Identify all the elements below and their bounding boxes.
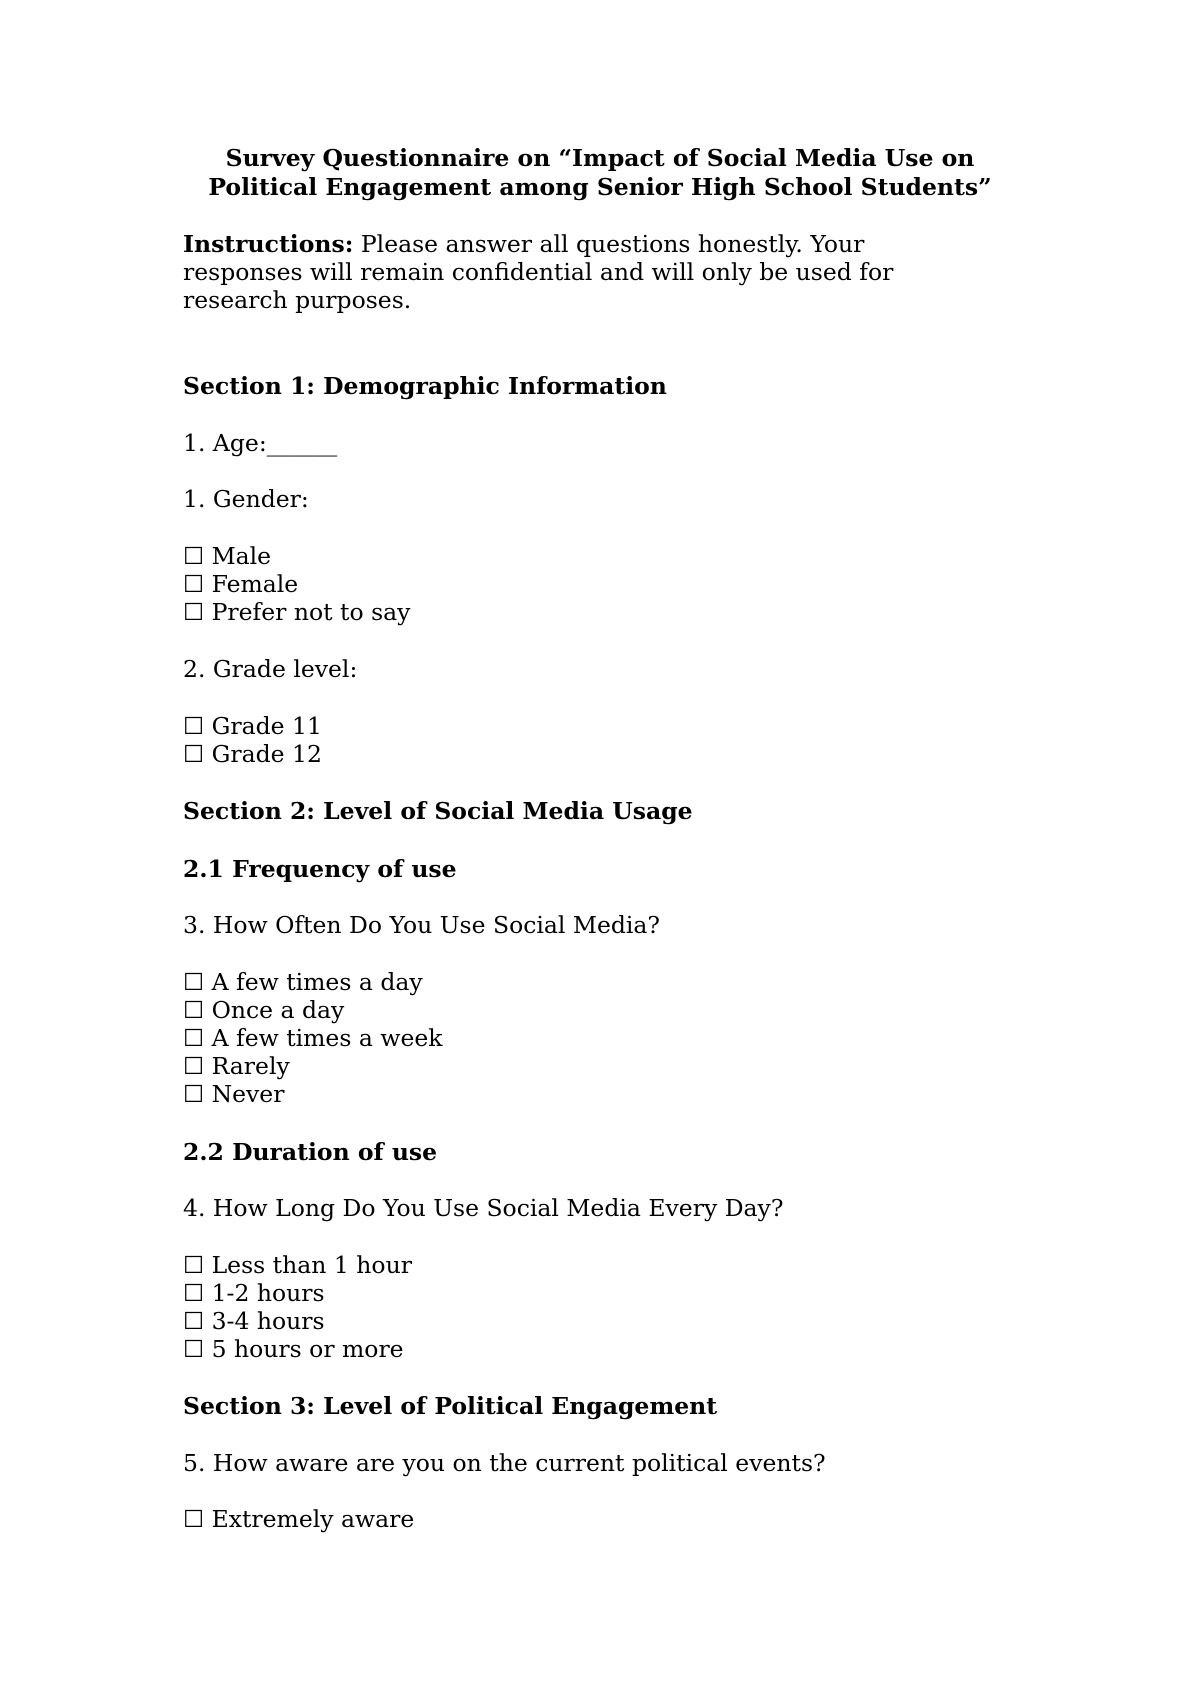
checkbox-icon[interactable]: ☐	[183, 1251, 205, 1279]
option-grade-11[interactable]	[183, 712, 322, 740]
instructions-line-3: research purposes.	[183, 286, 412, 314]
option-label: 3-4 hours	[211, 1307, 325, 1335]
option-label: Grade 11	[211, 712, 322, 740]
option-label: 1-2 hours	[211, 1279, 325, 1307]
subsection-duration-heading: 2.2 Duration of use	[183, 1138, 438, 1166]
option-extremely-aware[interactable]	[183, 1505, 414, 1533]
question-gender: 1. Gender:	[183, 485, 309, 513]
checkbox-icon[interactable]: ☐	[183, 1024, 205, 1052]
option-once-a-day[interactable]	[183, 996, 344, 1024]
question-political-awareness: 5. How aware are you on the current political events?	[183, 1449, 826, 1477]
option-never[interactable]	[183, 1080, 284, 1108]
checkbox-icon[interactable]: ☐	[183, 996, 205, 1024]
checkbox-icon[interactable]: ☐	[183, 740, 205, 768]
option-few-times-a-week[interactable]	[183, 1024, 443, 1052]
section-3-heading: Section 3: Level of Political Engagement	[183, 1392, 718, 1420]
option-female[interactable]	[183, 570, 298, 598]
subsection-frequency-heading: 2.1 Frequency of use	[183, 855, 457, 883]
checkbox-icon[interactable]: ☐	[183, 1505, 205, 1533]
instructions-text-1: Please answer all questions honestly. Your	[353, 230, 865, 258]
option-label: Once a day	[211, 996, 345, 1024]
option-label: A few times a day	[211, 968, 423, 996]
question-duration: 4. How Long Do You Use Social Media Every Day?	[183, 1194, 784, 1222]
checkbox-icon[interactable]: ☐	[183, 1052, 205, 1080]
instructions-line-2: responses will remain confidential and will only be used for	[183, 258, 894, 286]
option-1-2-hours[interactable]	[183, 1279, 325, 1307]
section-2-heading: Section 2: Level of Social Media Usage	[183, 797, 693, 825]
option-5-hours-or-more[interactable]	[183, 1335, 404, 1363]
option-few-times-a-day[interactable]	[183, 968, 423, 996]
option-label: Extremely aware	[211, 1505, 415, 1533]
section-1-heading: Section 1: Demographic Information	[183, 372, 667, 400]
option-3-4-hours[interactable]	[183, 1307, 325, 1335]
checkbox-icon[interactable]: ☐	[183, 1080, 205, 1108]
checkbox-icon[interactable]: ☐	[183, 1307, 205, 1335]
option-label: Never	[211, 1080, 285, 1108]
option-prefer-not-to-say[interactable]	[183, 598, 410, 626]
checkbox-icon[interactable]: ☐	[183, 968, 205, 996]
checkbox-icon[interactable]: ☐	[183, 542, 205, 570]
question-frequency: 3. How Often Do You Use Social Media?	[183, 911, 661, 939]
option-male[interactable]	[183, 542, 271, 570]
survey-title-line-2: Political Engagement among Senior High School Students”	[208, 173, 992, 201]
option-label: Prefer not to say	[211, 598, 411, 626]
option-less-than-1-hour[interactable]	[183, 1251, 412, 1279]
option-rarely[interactable]	[183, 1052, 290, 1080]
checkbox-icon[interactable]: ☐	[183, 570, 205, 598]
option-label: A few times a week	[211, 1024, 443, 1052]
instructions-label: Instructions:	[183, 230, 354, 258]
checkbox-icon[interactable]: ☐	[183, 1335, 205, 1363]
question-age: 1. Age:______	[183, 429, 338, 457]
instructions-line-1	[183, 230, 864, 258]
question-grade-level: 2. Grade level:	[183, 655, 358, 683]
survey-title-line-1: Survey Questionnaire on “Impact of Social Media Use on	[225, 144, 975, 172]
option-label: 5 hours or more	[211, 1335, 404, 1363]
option-label: Grade 12	[211, 740, 322, 768]
option-label: Female	[211, 570, 299, 598]
checkbox-icon[interactable]: ☐	[183, 598, 205, 626]
checkbox-icon[interactable]: ☐	[183, 1279, 205, 1307]
option-label: Male	[211, 542, 272, 570]
option-grade-12[interactable]	[183, 740, 322, 768]
option-label: Rarely	[211, 1052, 290, 1080]
checkbox-icon[interactable]: ☐	[183, 712, 205, 740]
option-label: Less than 1 hour	[211, 1251, 412, 1279]
